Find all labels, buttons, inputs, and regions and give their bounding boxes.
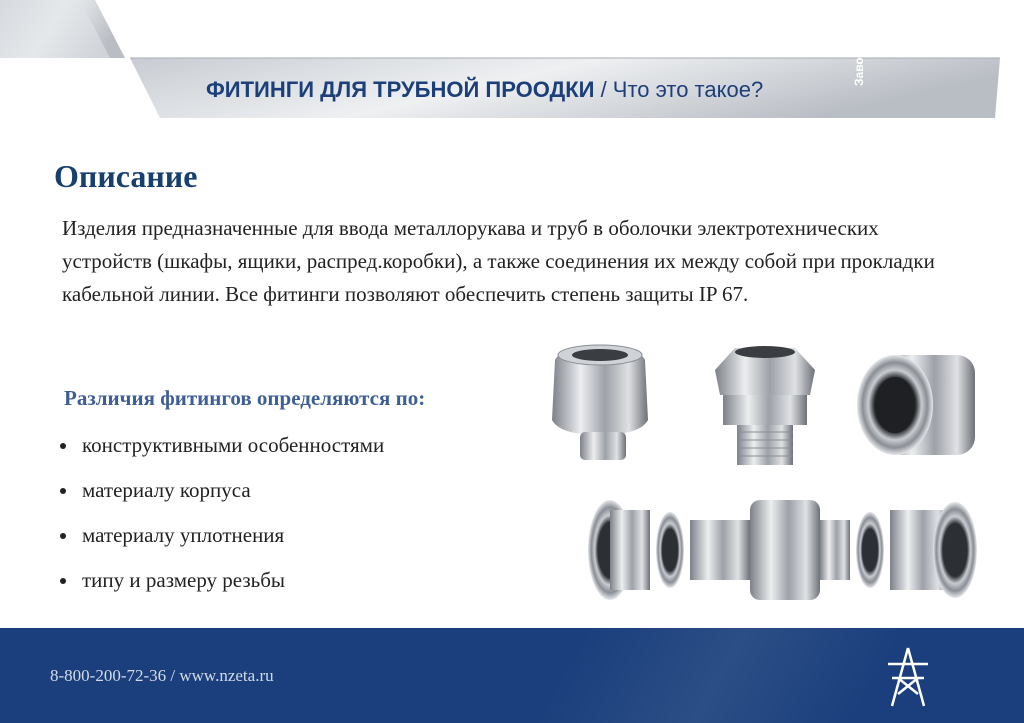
section-heading: Описание bbox=[54, 158, 198, 194]
fitting-1-icon bbox=[552, 345, 648, 460]
bullet-icon bbox=[60, 488, 66, 494]
differences-heading: Различия фитингов определяются по: bbox=[64, 386, 426, 410]
tower-logo-icon bbox=[878, 644, 938, 710]
fitting-assembly-icon bbox=[588, 500, 977, 600]
footer-contacts: 8-800-200-72-36 / www.nzeta.ru bbox=[50, 666, 274, 685]
fitting-3-icon bbox=[857, 355, 975, 455]
list-item: материалу корпуса bbox=[60, 467, 384, 512]
bullet-icon bbox=[60, 443, 66, 449]
fittings-image bbox=[540, 340, 1000, 620]
footer-bar bbox=[0, 628, 1024, 723]
page-title bbox=[206, 74, 763, 106]
footer-shine bbox=[533, 628, 908, 723]
list-item: типу и размеру резьбы bbox=[60, 557, 384, 602]
differences-list bbox=[60, 422, 384, 602]
description-text: Изделия предназначенные для ввода металлорукава и труб в оболочки электротехнических устройств (шкафы, ящики, распред.коробки), а также соединения их между собой при прокладки кабельной линии. Все фитинги позволяют обеспечить степень защиты IP 67. bbox=[62, 216, 935, 306]
title-sub: / Что это такое? bbox=[594, 77, 764, 102]
list-item: материалу уплотнения bbox=[60, 512, 384, 557]
bullet-icon bbox=[60, 578, 66, 584]
fitting-2-icon bbox=[715, 346, 815, 465]
bullet-icon bbox=[60, 533, 66, 539]
company-logo-text: Завод ЗЭТА bbox=[852, 15, 866, 86]
title-main: ФИТИНГИ ДЛЯ ТРУБНОЙ ПРООДКИ bbox=[206, 77, 595, 102]
list-item: конструктивными особенностями bbox=[60, 422, 384, 467]
